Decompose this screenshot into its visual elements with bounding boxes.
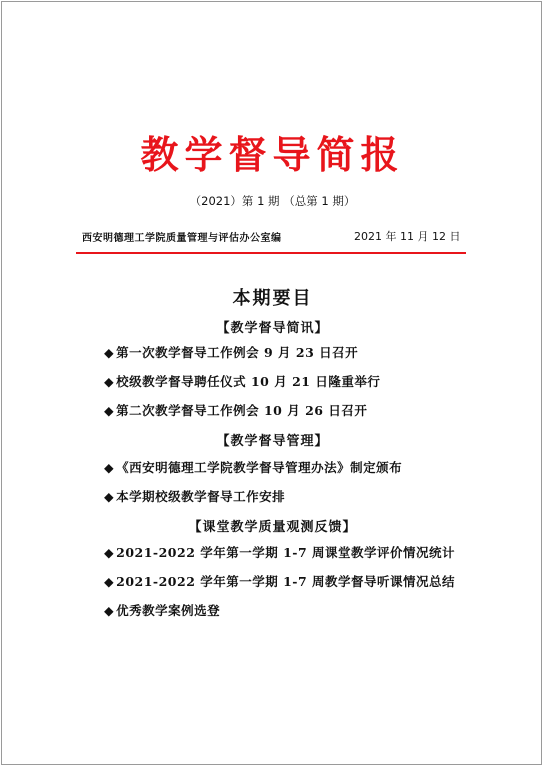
- masthead-title: 教学督导简报: [140, 132, 405, 177]
- diamond-bullet-icon: ◆: [104, 574, 115, 589]
- issue-number: （2021）第 1 期 （总第 1 期）: [189, 194, 356, 208]
- toc-item-label: 《西安明德理工学院教学督导管理办法》制定颁布: [116, 460, 403, 475]
- toc-item[interactable]: [104, 601, 220, 619]
- toc-item[interactable]: [104, 572, 455, 590]
- toc-item[interactable]: [104, 543, 455, 561]
- editor-credit: 西安明德理工学院质量管理与评估办公室编: [82, 233, 282, 244]
- diamond-bullet-icon: ◆: [104, 603, 115, 618]
- toc-item-label: 2021-2022 学年第一学期 1-7 周课堂教学评价情况统计: [116, 545, 456, 560]
- section-title-feedback: 【课堂教学质量观测反馈】: [188, 520, 357, 535]
- toc-item[interactable]: [104, 401, 367, 419]
- header-divider: [76, 252, 466, 254]
- diamond-bullet-icon: ◆: [104, 489, 115, 504]
- toc-item[interactable]: [104, 487, 285, 505]
- toc-item-label: 校级教学督导聘任仪式 10 月 21 日隆重举行: [116, 374, 381, 389]
- section-title-management: 【教学督导管理】: [216, 434, 329, 449]
- publication-date: 2021 年 11 月 12 日: [354, 230, 461, 243]
- toc-item-label: 优秀教学案例选登: [116, 603, 221, 618]
- diamond-bullet-icon: ◆: [104, 403, 115, 418]
- diamond-bullet-icon: ◆: [104, 345, 115, 360]
- toc-item-label: 本学期校级教学督导工作安排: [116, 489, 286, 504]
- diamond-bullet-icon: ◆: [104, 545, 115, 560]
- toc-item-label: 第二次教学督导工作例会 10 月 26 日召开: [116, 403, 368, 418]
- toc-heading: 本期要目: [232, 288, 313, 309]
- toc-item[interactable]: [104, 372, 380, 390]
- section-title-briefs: 【教学督导简讯】: [216, 321, 329, 336]
- toc-item[interactable]: [104, 458, 402, 476]
- diamond-bullet-icon: ◆: [104, 374, 115, 389]
- toc-item[interactable]: [104, 343, 358, 361]
- diamond-bullet-icon: ◆: [104, 460, 115, 475]
- toc-item-label: 第一次教学督导工作例会 9 月 23 日召开: [116, 345, 359, 360]
- toc-item-label: 2021-2022 学年第一学期 1-7 周教学督导听课情况总结: [116, 574, 456, 589]
